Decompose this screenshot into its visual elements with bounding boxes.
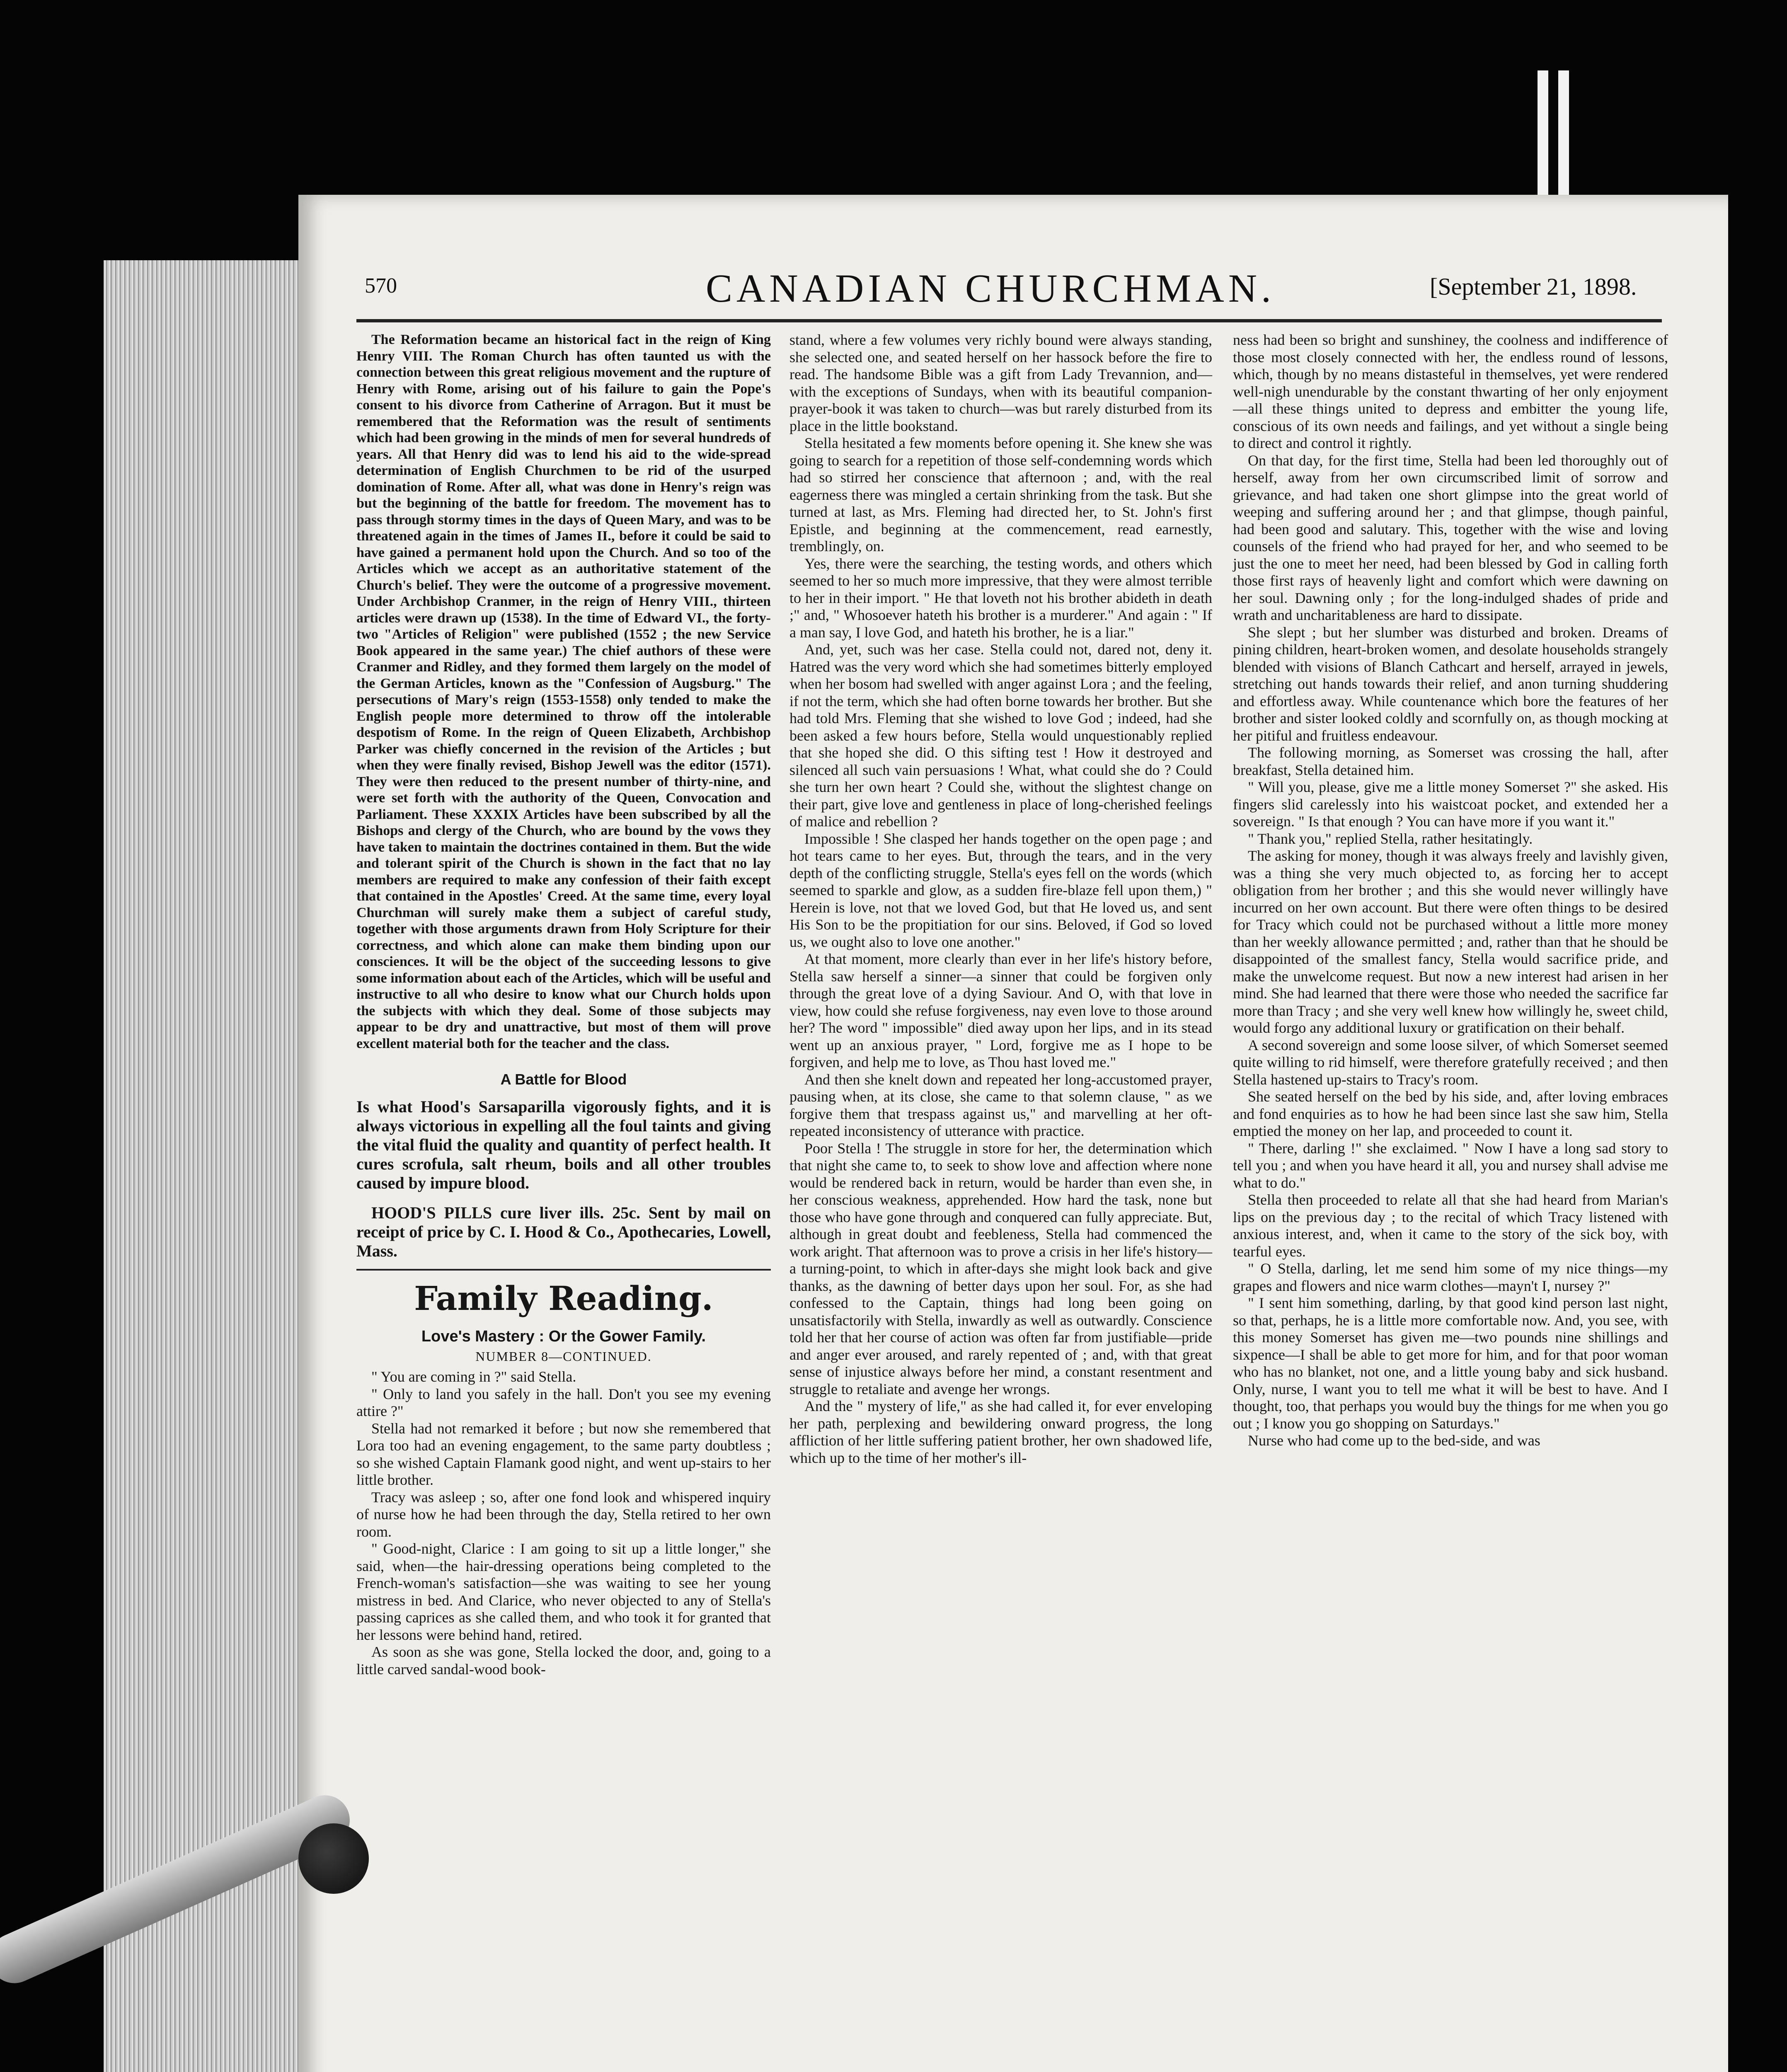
story-paragraph: " Thank you," replied Stella, rather hesitatingly. <box>1248 830 1533 847</box>
pointer-tip <box>298 1823 369 1894</box>
story-paragraph: " There, darling !" she exclaimed. " Now I have a long sad story to tell you ; and when you have heard it all, you and nursey shall advise me what to do." <box>1233 1140 1668 1191</box>
column-2 <box>789 332 1212 1467</box>
story-paragraph: Stella then proceeded to relate all that she had heard from Marian's lips on the previous day ; to the recital of which Tracy listened with anxious interest, and, when it came to the story of the sick boy, with tearful eyes. <box>1233 1191 1668 1260</box>
story-paragraph: " O Stella, darling, let me send him some of my nice things—my grapes and flowers and nice warm clothes—mayn't I, nursey ?" <box>1233 1260 1668 1294</box>
story-paragraph: The asking for money, though it was always freely and lavishly given, was a thing she very much objected to, as forcing her to accept obligation from her brother ; and this she would never willingly have incurred on her own account. But there were often things to be desired for Tracy which could not be purchased without a little more money than her weekly allowance permitted ; and, rather than that he should be disappointed of the smallest fancy, Stella would sacrifice pride, and make the unwelcome request. But now a new interest had arisen in her mind. She had learned that there were those who needed the sacrifice far more than Tracy ; and she very well knew how willingly he, sweet child, would forgo any additional luxury or gratification on their behalf. <box>1233 847 1668 1036</box>
story-paragraph: Nurse who had come up to the bed-side, and was <box>1248 1432 1540 1449</box>
advertisement-body: Is what Hood's Sarsaparilla vigorously fights, and it is always victorious in expelling all the foul taints and giving the vital fluid the quality and quantity of perfect health. It cures scrofula, salt rheum, boils and all other troubles caused by impure blood. <box>356 1097 771 1192</box>
story-paragraph: She slept ; but her slumber was disturbed and broken. Dreams of pining children, heart-broken women, and desolate households strangely blended with visions of Blanch Cathcart and herself, arrayed in jewels, stretching out hands towards their relief, and anon turning shuddering and effortless away. While countenance which bore the features of her brother and sister looked coldly and scornfully on, as though mocking at her pitiful and fruitless endeavour. <box>1233 624 1668 744</box>
story-paragraph: " You are coming in ?" said Stella. <box>371 1368 576 1385</box>
masthead: CANADIAN CHURCHMAN. <box>705 266 1276 310</box>
story-paragraph: Poor Stella ! The struggle in store for her, the determination which that night she came to, to seek to show love and affection where none would be rendered back in return, would be harder than even she, in her conscious weakness, apprehended. How hard the task, none but those who have gone through and conquered can fully appreciate. But, although in great doubt and feebleness, Stella had commenced the work aright. That afternoon was to prove a crisis in her life's history—a turning-point, to which in after-days she might look back and give thanks, as the dawning of better days upon her soul. For, as she had confessed to the Captain, things had long been going on unsatisfactorily with Stella, inwardly as well as outwardly. Conscience told her that her course of action was often far from justifiable—pride and anger ever aroused, and rarely repented of ; and, with that great sense of injustice always before her mind, a constant resentment and struggle to retaliate and avenge her wrongs. <box>789 1140 1212 1397</box>
advertisement-pills: HOOD'S PILLS cure liver ills. 25c. Sent by mail on receipt of price by C. I. Hood & Co., Apothecaries, Lowell, Mass. <box>356 1203 771 1260</box>
column-1 <box>356 332 771 1678</box>
story-paragraph: On that day, for the first time, Stella had been led thoroughly out of herself, away from her own circumscribed limit of sorrow and grievance, and had taken one short glimpse into the great world of weeping and suffering around her ; and that glimpse, though painful, had been good and salutary. This, together with the wise and loving counsels of the friend who had prayed for her, and who seemed to be just the one to meet her need, had been blessed by God in calling forth those first rays of heavenly light and comfort which were dawning on her soul. Dawning only ; for the long-indulged shades of pride and wrath and uncharitableness are hard to dissipate. <box>1233 452 1668 623</box>
advertisement-heading: A Battle for Blood <box>500 1071 627 1088</box>
story-paragraph: " I sent him something, darling, by that good kind person last night, so that, perhaps, he is a little more comfortable now. And, you see, with this money Somerset has given me—two pounds nine shillings and sixpence—I shall be able to get more for him, and for that poor woman who has no blanket, not one, and a little young baby and sick husband. Only, nurse, I want you to tell me what it will be best to have. And I thought, too, that perhaps you would buy the things for me when you go out ; I know you go shopping on Saturdays." <box>1233 1295 1668 1432</box>
page-number: 570 <box>365 274 397 298</box>
story-paragraph: Tracy was asleep ; so, after one fond look and whispered inquiry of nurse how he had been through the day, Stella retired to her own room. <box>356 1489 771 1540</box>
story-paragraph: Stella hesitated a few moments before opening it. She knew she was going to search for a repetition of those self-condemning words which had so stirred her conscience that afternoon ; and, with the real eagerness there was mingled a certain shrinking from the task. But she turned at last, as Mrs. Fleming had directed her, to St. John's first Epistle, and beginning at the commencement, read earnestly, tremblingly, on. <box>789 435 1212 554</box>
article-paragraph: The Reformation became an historical fact in the reign of King Henry VIII. The Roman Church has often taunted us with the connection between this great religious movement and the rupture of Henry with Rome, arising out of his failure to gain the Pope's consent to his divorce from Catherine of Arragon. But it must be remembered that the Reformation was the result of sentiments which had been growing in the minds of men for several hundreds of years. All that Henry did was to lend his aid to the wide-spread determination of English Churchmen to be rid of the usurped domination of Rome. After all, what was done in Henry's reign was but the beginning of the battle for freedom. The movement has to pass through stormy times in the days of Queen Mary, and was to be threatened again in the times of James II., before it could be said to have gained a permanent hold upon the Church. And so too of the Articles which we accept as an authoritative statement of the Church's belief. They were the outcome of a progressive movement. Under Archbishop Cranmer, in the reign of Henry VIII., thirteen articles were drawn up (1538). In the time of Edward VI., the forty-two "Articles of Religion" were published (1552 ; the new Service Book appeared in the same year.) The chief authors of these were Cranmer and Ridley, and they formed them largely on the model of the German Articles, known as the "Confession of Augsburg." The persecutions of Mary's reign (1553-1558) only tended to make the English people more determined to throw off the intolerable despotism of Rome. In the reign of Queen Elizabeth, Archbishop Parker was chiefly concerned in the revision of the Articles ; but when they were finally revised, Bishop Jewell was the editor (1571). They were then reduced to the present number of thirty-nine, and were set forth with the authority of the Queen, Convocation and Parliament. These XXXIX Articles have been subscribed by all the Bishops and clergy of the Church, who are bound by the vows they have taken to maintain the doctrines contained in them. But the wide and tolerant spirit of the Church is shown in the fact that no lay members are required to make any confession of their faith except that contained in the Apostles' Creed. At the same time, every loyal Churchman will surely make them a subject of careful study, together with those arguments drawn from Holy Scripture for their correctness, and which alone can make them binding upon our consciences. It will be the object of the succeeding lessons to give some information about each of the Articles, which will be useful and instructive to all who desire to know what our Church holds upon the subjects with which they deal. Some of those subjects may appear to be dry and unattractive, but most of them will prove excellent material both for the teacher and the class. <box>356 332 771 1051</box>
book-page-edges <box>104 260 319 2072</box>
story-paragraph: " Good-night, Clarice : I am going to sit up a little longer," she said, when—the hair-dressing operations being completed to the French-woman's satisfaction—she was waiting to see her young mistress in bed. And Clarice, who never objected to any of Stella's passing caprices as she called them, and who took it for granted that her lessons were behind hand, retired. <box>356 1540 771 1643</box>
story-paragraph: ness had been so bright and sunshiney, the coolness and indifference of those most closely connected with her, the endless round of lessons, which, though by no means distasteful in themselves, yet were rendered well-nigh unendurable by the constant thwarting of her only enjoyment—all these things united to depress and embitter the young life, conscious of its own needs and failings, and yet without a single being to direct and control it rightly. <box>1233 332 1668 451</box>
story-paragraph: " Will you, please, give me a little money Somerset ?" she asked. His fingers slid carelessly into his waistcoat pocket, and extended her a sovereign. " Is that enough ? You can have more if you want it." <box>1233 779 1668 830</box>
film-edge-marker <box>1538 70 1548 195</box>
story-title: Love's Mastery : Or the Gower Family. <box>421 1328 706 1345</box>
story-paragraph: And the " mystery of life," as she had called it, for ever enveloping her path, perplexing and bewildering onward progress, the long affliction of her little suffering patient brother, her own shadowed life, which up to the time of her mother's ill- <box>789 1398 1212 1466</box>
story-paragraph: She seated herself on the bed by his side, and, after loving embraces and fond enquiries as to how he had been since last she saw him, Stella emptied the money on her lap, and proceeded to count it. <box>1233 1088 1668 1139</box>
chapter-label: NUMBER 8—CONTINUED. <box>475 1349 652 1364</box>
header-rule <box>356 319 1662 322</box>
story-paragraph: A second sovereign and some loose silver, of which Somerset seemed quite willing to rid himself, were therefore gratefully received ; and then Stella hastened up-stairs to Tracy's room. <box>1233 1036 1668 1088</box>
story-paragraph: At that moment, more clearly than ever in her life's history before, Stella saw herself a sinner—a sinner that could be forgiven only through the great love of a dying Saviour. And O, with that love in view, how could she refuse forgiveness, nay even love to those around her? The word " impossible" died away upon her lips, and in its stead went up an anxious prayer, " Lord, forgive me as I hope to be forgiven, and help me to love, as Thou hast loved me." <box>789 951 1212 1070</box>
story-paragraph: stand, where a few volumes very richly bound were always standing, she selected one, and seated herself on her hassock before the fire to read. The handsome Bible was a gift from Lady Trevannion, and—with the exceptions of Sundays, when with its beautiful companion-prayer-book it was taken to church—was but rarely disturbed from its place in the little bookstand. <box>789 332 1212 434</box>
story-paragraph: And, yet, such was her case. Stella could not, dared not, deny it. Hatred was the very word which she had sometimes bitterly employed when her bosom had swelled with anger against Lora ; and the feeling, if not the term, which she had often borne towards her brother. But she had told Mrs. Fleming that she wished to love God ; indeed, had she been asked a few hours before, Stella would unquestionably replied that she hoped she did. O this sifting test ! How it destroyed and silenced all such vain persuasions ! What, what could she do ? Could she turn her own heart ? Could she, without the slightest change on their part, give love and gentleness in place of long-cherished feelings of malice and rebellion ? <box>789 641 1212 830</box>
column-3 <box>1233 332 1668 1450</box>
story-paragraph: " Only to land you safely in the hall. Don't you see my evening attire ?" <box>356 1385 771 1419</box>
story-paragraph: As soon as she was gone, Stella locked the door, and, going to a little carved sandal-wood book- <box>356 1644 771 1677</box>
story-paragraph: Impossible ! She clasped her hands together on the open page ; and hot tears came to her eyes. But, through the tears, and in the very depth of the conflicting struggle, Stella's eyes fell on the words (which seemed to sparkle and glow, as a sudden fire-blaze fell upon them,) " Herein is love, not that we loved God, but that He loved us, and sent His Son to be the propitiation for our sins. Beloved, if God so loved us, we ought also to love one another." <box>789 830 1212 950</box>
story-paragraph: Stella had not remarked it before ; but now she remembered that Lora too had an evening engagement, to the same party doubtless ; so she wished Captain Flamank good night, and went up-stairs to her little brother. <box>356 1420 771 1488</box>
story-paragraph: Yes, there were the searching, the testing words, and others which seemed to her so much more impressive, that they were almost terrible to her in their import. " He that loveth not his brother abideth in death ;" and, " Whosoever hateth his brother is a murderer." And again : " If a man say, I love God, and hateth his brother, he is a liar." <box>789 555 1212 641</box>
section-rule <box>356 1269 771 1271</box>
story-paragraph: And then she knelt down and repeated her long-accustomed prayer, pausing when, at its close, she came to that solemn clause, " as we forgive them that trespass against us," and marvelling at her oft-repeated inconsistency of utterance with practice. <box>789 1071 1212 1139</box>
issue-date: [September 21, 1898. <box>1430 273 1637 300</box>
section-heading: Family Reading. <box>414 1279 713 1318</box>
story-paragraph: The following morning, as Somerset was crossing the hall, after breakfast, Stella detained him. <box>1233 744 1668 778</box>
newspaper-page <box>298 195 1728 2072</box>
film-edge-marker <box>1558 70 1569 195</box>
